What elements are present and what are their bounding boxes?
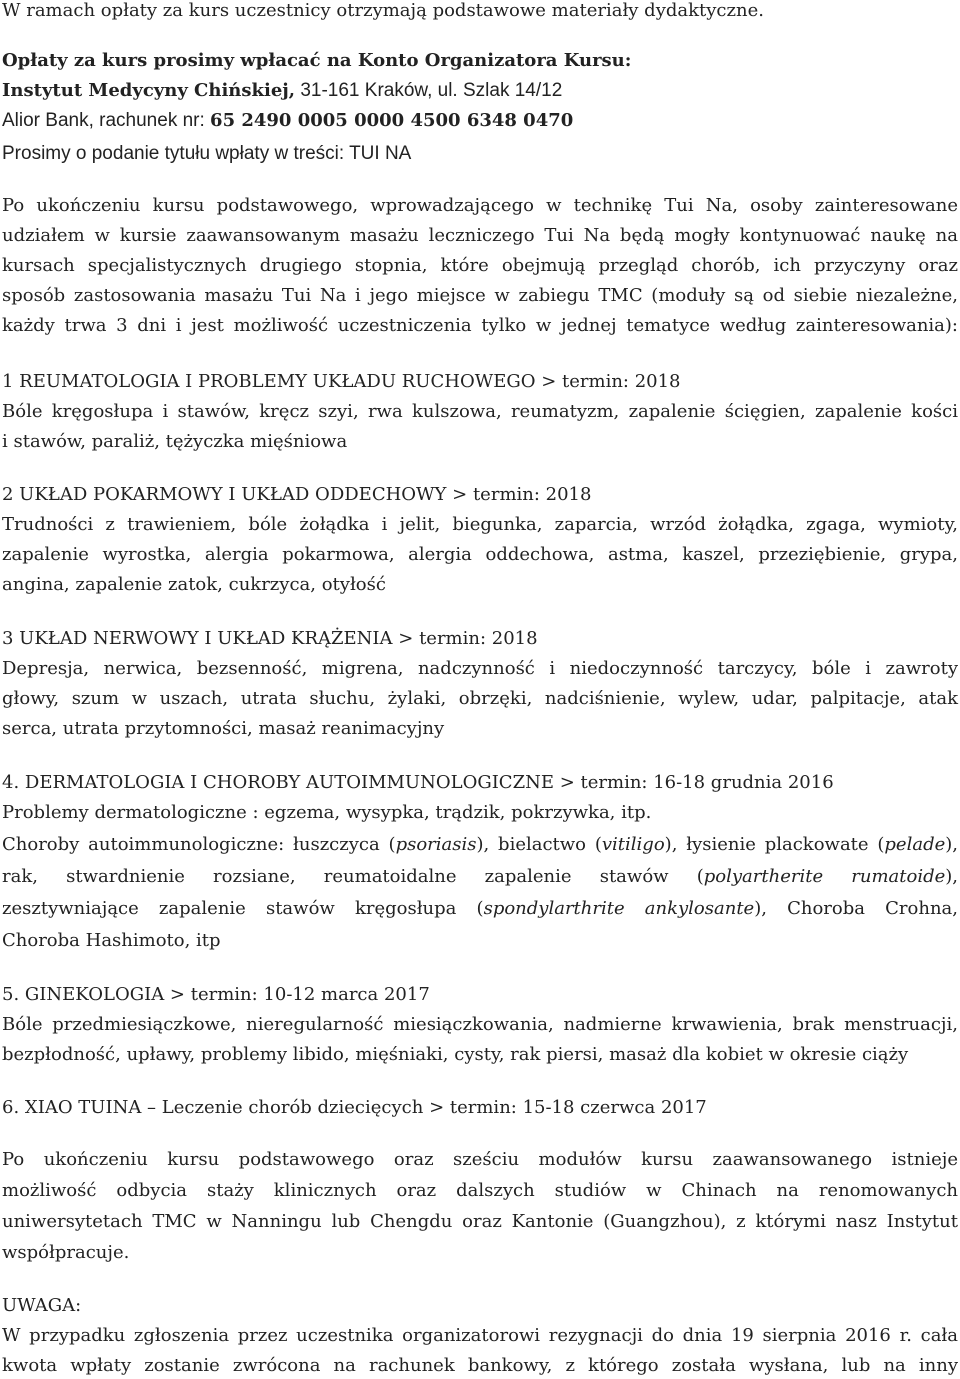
after-courses-line: uniwersytetach TMC w Nanningu lub Chengdu oraz Kantonie (Guangzhou), z którymi nasz Instytut xyxy=(2,1211,958,1232)
module4-autoimmune-line xyxy=(2,832,958,858)
latin-term: pelade xyxy=(884,834,946,855)
module2-line: Trudności z trawieniem, bóle żołądka i jelit, biegunka, zaparcia, wrzód żołądka, zgaga, wymioty, xyxy=(2,514,958,535)
module2-line: angina, zapalenie zatok, cukrzyca, otyłość xyxy=(2,574,386,595)
notice-line: W przypadku zgłoszenia przez uczestnika organizatorowi rezygnacji do dnia 19 sierpnia 2016 r. cała xyxy=(2,1325,958,1346)
module1-title: 1 REUMATOLOGIA I PROBLEMY UKŁADU RUCHOWEGO > termin: 2018 xyxy=(2,371,681,392)
advanced-intro-line: sposób zastosowania masażu Tui Na i jego miejsce w zabiegu TMC (moduły są od siebie niezależne, xyxy=(2,285,958,306)
transfer-title: Prosimy o podanie tytułu wpłaty w treści: TUI NA xyxy=(2,143,412,164)
module3-line: serca, utrata przytomności, masaż reanimacyjny xyxy=(2,718,445,739)
bank-line xyxy=(2,108,958,134)
module5-line: bezpłodność, upławy, problemy libido, mięśniaki, cysty, rak piersi, masaż dla kobiet w okresie ciąży xyxy=(2,1044,909,1065)
after-courses-line: współpracuje. xyxy=(2,1242,130,1263)
module6-title: 6. XIAO TUINA – Leczenie chorób dziecięcych > termin: 15-18 czerwca 2017 xyxy=(2,1097,707,1118)
latin-term: polyartherite rumatoide xyxy=(703,866,946,887)
text-fragment: ), Choroba Crohna, xyxy=(754,898,958,919)
module4-autoimmune-line xyxy=(2,896,958,922)
institute-line xyxy=(2,78,958,104)
latin-term: spondylarthrite ankylosante xyxy=(483,898,755,919)
after-courses-line: możliwość odbycia staży klinicznych oraz dalszych studiów w Chinach na renomowanych xyxy=(2,1180,958,1201)
module1-line: i stawów, paraliż, tężyczka mięśniowa xyxy=(2,431,348,452)
module4-autoimmune-line xyxy=(2,864,958,890)
module2-line: zapalenie wyrostka, alergia pokarmowa, alergia oddechowa, astma, kaszel, przeziębienie, grypa, xyxy=(2,544,958,565)
module4-autoimmune-line: Choroba Hashimoto, itp xyxy=(2,930,221,951)
module3-line: głowy, szum w uszach, utrata słuchu, żylaki, obrzęki, nadciśnienie, wylew, udar, palpitacje, atak xyxy=(2,688,958,709)
advanced-intro-line: każdy trwa 3 dni i jest możliwość uczestniczenia tylko w jednej tematyce według zainteresowania): xyxy=(2,315,958,336)
advanced-intro-line: udziałem w kursie zaawansowanym masażu leczniczego Tui Na będą mogły kontynuować naukę na xyxy=(2,225,958,246)
account-number: 65 2490 0005 0000 4500 6348 0470 xyxy=(210,110,574,131)
text-fragment: rak, stwardnienie rozsiane, reumatoidalne zapalenie stawów ( xyxy=(2,866,704,887)
text-fragment: Choroby autoimmunologiczne: łuszczyca ( xyxy=(2,834,396,855)
module1-line: Bóle kręgosłupa i stawów, kręcz szyi, rwa kulszowa, reumatyzm, zapalenie ścięgien, zapalenie kości xyxy=(2,401,958,422)
bank-prefix: Alior Bank, rachunek nr: xyxy=(2,110,211,131)
latin-term: psoriasis xyxy=(395,834,477,855)
text-fragment: ), xyxy=(945,834,958,855)
notice-line: kwota wpłaty zostanie zwrócona na rachunek bankowy, z którego została wysłana, lub na inny xyxy=(2,1355,958,1376)
module4-title: 4. DERMATOLOGIA I CHOROBY AUTOIMMUNOLOGICZNE > termin: 16-18 grudnia 2016 xyxy=(2,772,834,793)
payment-heading: Opłaty za kurs prosimy wpłacać na Konto Organizatora Kursu: xyxy=(2,50,632,71)
module3-line: Depresja, nerwica, bezsenność, migrena, nadczynność i niedoczynność tarczycy, bóle i zawroty xyxy=(2,658,958,679)
text-fragment: ), xyxy=(945,866,959,887)
module3-title: 3 UKŁAD NERWOWY I UKŁAD KRĄŻENIA > termin: 2018 xyxy=(2,628,538,649)
institute-name: Instytut Medycyny Chińskiej, xyxy=(2,80,296,101)
latin-term: vitiligo xyxy=(601,834,665,855)
materials-text: W ramach opłaty za kurs uczestnicy otrzymają podstawowe materiały dydaktyczne. xyxy=(2,0,764,21)
module5-title: 5. GINEKOLOGIA > termin: 10-12 marca 2017 xyxy=(2,984,430,1005)
advanced-intro-line: kursach specjalistycznych drugiego stopnia, które obejmują przegląd chorób, ich przyczyny oraz xyxy=(2,255,958,276)
advanced-intro-line: Po ukończeniu kursu podstawowego, wprowadzającego w technikę Tui Na, osoby zainteresowane xyxy=(2,195,958,216)
module5-line: Bóle przedmiesiączkowe, nieregularność miesiączkowania, nadmierne krwawienia, brak menstruacji, xyxy=(2,1014,958,1035)
text-fragment: ), łysienie plackowate ( xyxy=(664,834,885,855)
text-fragment: ), bielactwo ( xyxy=(476,834,602,855)
module4-derm-line: Problemy dermatologiczne : egzema, wysypka, trądzik, pokrzywka, itp. xyxy=(2,802,652,823)
module2-title: 2 UKŁAD POKARMOWY I UKŁAD ODDECHOWY > termin: 2018 xyxy=(2,484,592,505)
notice-label: UWAGA: xyxy=(2,1295,82,1316)
institute-address: 31-161 Kraków, ul. Szlak 14/12 xyxy=(295,80,563,101)
text-fragment: zesztywniające zapalenie stawów kręgosłupa ( xyxy=(2,898,484,919)
after-courses-line: Po ukończeniu kursu podstawowego oraz sześciu modułów kursu zaawansowanego istnieje xyxy=(2,1149,958,1170)
